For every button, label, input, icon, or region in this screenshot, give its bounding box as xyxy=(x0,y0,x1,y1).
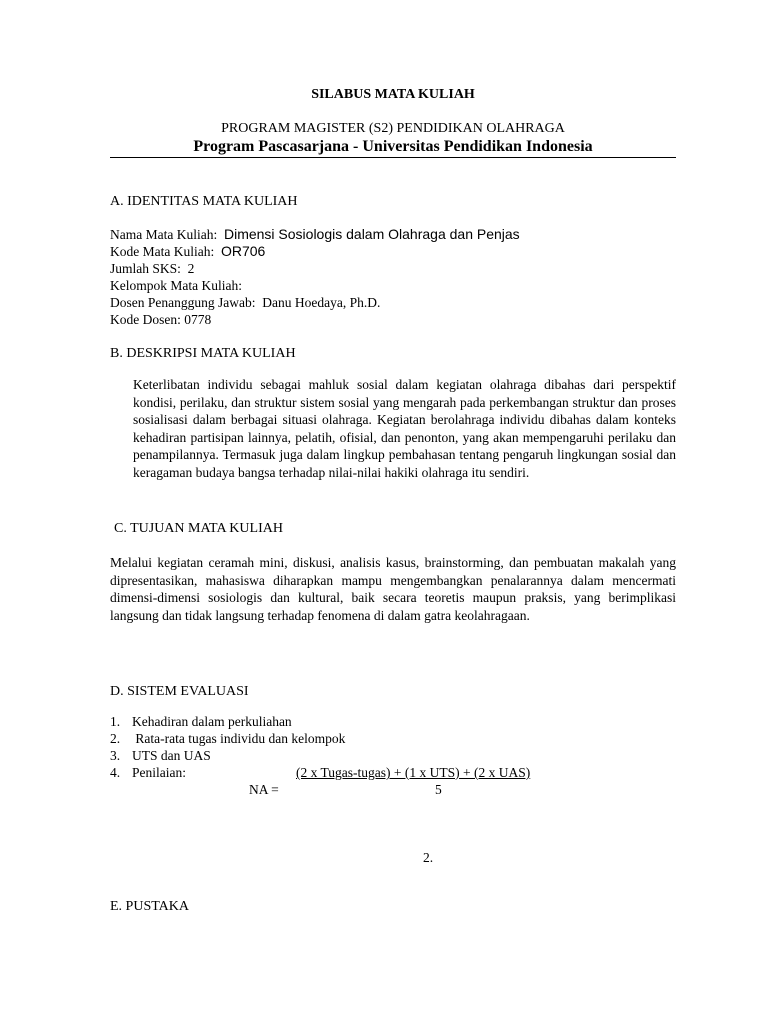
list-number: 1. xyxy=(110,714,121,729)
list-number: 2. xyxy=(110,731,121,746)
list-text: UTS dan UAS xyxy=(132,748,211,763)
formula-numerator: (2 x Tugas-tugas) + (1 x UTS) + (2 x UAS) xyxy=(296,765,531,780)
field-course-code xyxy=(110,243,265,260)
section-c-objectives: Melalui kegiatan ceramah mini, diskusi, analisis kasus, brainstorming, dan pembuatan makalah yang dipresentasikan, mahasiswa diharapkan mampu mengembangkan penalarannya dalam mencermati dimensi-dimensi sosiologis dan kultural, baik secara teoretis maupun praksis, yang berimplikasi langsung dan tidak langsung terhadap fenomena di dalam gatra keolahragaan. xyxy=(110,555,676,623)
section-a-heading: A. IDENTITAS MATA KULIAH xyxy=(110,194,298,209)
document-title: SILABUS MATA KULIAH xyxy=(311,87,475,102)
header-divider xyxy=(110,157,676,158)
university-name: Program Pascasarjana - Universitas Pendidikan Indonesia xyxy=(193,138,593,155)
stray-number: 2. xyxy=(423,850,434,865)
section-e-heading: E. PUSTAKA xyxy=(110,899,189,914)
section-c-heading: C. TUJUAN MATA KULIAH xyxy=(114,521,283,536)
list-text: Rata-rata tugas individu dan kelompok xyxy=(132,731,346,746)
list-number: 3. xyxy=(110,748,121,763)
field-label: Kode Mata Kuliah: xyxy=(110,244,215,259)
field-value: 0778 xyxy=(184,312,212,327)
field-lecturer xyxy=(110,294,380,311)
field-value: 2 xyxy=(187,261,195,276)
field-label: Dosen Penanggung Jawab: xyxy=(110,295,256,310)
list-item xyxy=(110,747,211,764)
program-name: PROGRAM MAGISTER (S2) PENDIDIKAN OLAHRAGA xyxy=(221,121,565,136)
field-label: Nama Mata Kuliah: xyxy=(110,227,218,242)
formula-lhs: NA = xyxy=(249,782,279,797)
field-value: OR706 xyxy=(220,243,266,259)
formula-denominator: 5 xyxy=(435,782,442,797)
field-label: Jumlah SKS: xyxy=(110,261,181,276)
field-credits xyxy=(110,260,194,277)
section-b-description: Keterlibatan individu sebagai mahluk sosial dalam kegiatan olahraga dibahas dari perspektif kondisi, perilaku, dan struktur sistem sosial yang mengarah pada perkembangan struktur dan proses sosialisasi dalam berbagai situasi olahraga. Kegiatan berolahraga individu dibahas dalam konteks kehadiran partisipan lainnya, pelatih, ofisial, dan penonton, yang akan mempengaruhi perilaku dan penampilannya. Termasuk juga dalam lingkup pembahasan tentang pengaruh lingkungan sosial dan keragaman budaya bangsa terhadap nilai-nilai hakiki olahraga itu sendiri. xyxy=(133,377,676,480)
field-label: Kelompok Mata Kuliah: xyxy=(110,278,242,293)
field-value: Danu Hoedaya, Ph.D. xyxy=(262,295,381,310)
list-item xyxy=(110,764,186,781)
field-label: Kode Dosen: xyxy=(110,312,181,327)
field-course-name xyxy=(110,226,520,243)
field-lecturer-code xyxy=(110,311,211,328)
list-number: 4. xyxy=(110,765,121,780)
section-d-heading: D. SISTEM EVALUASI xyxy=(110,684,249,699)
field-value: Dimensi Sosiologis dalam Olahraga dan Penjas xyxy=(223,226,520,242)
list-text: Kehadiran dalam perkuliahan xyxy=(132,714,292,729)
section-b-heading: B. DESKRIPSI MATA KULIAH xyxy=(110,346,296,361)
field-course-group xyxy=(110,277,242,294)
list-item xyxy=(110,730,345,747)
list-text: Penilaian: xyxy=(132,765,186,780)
list-item xyxy=(110,713,292,730)
